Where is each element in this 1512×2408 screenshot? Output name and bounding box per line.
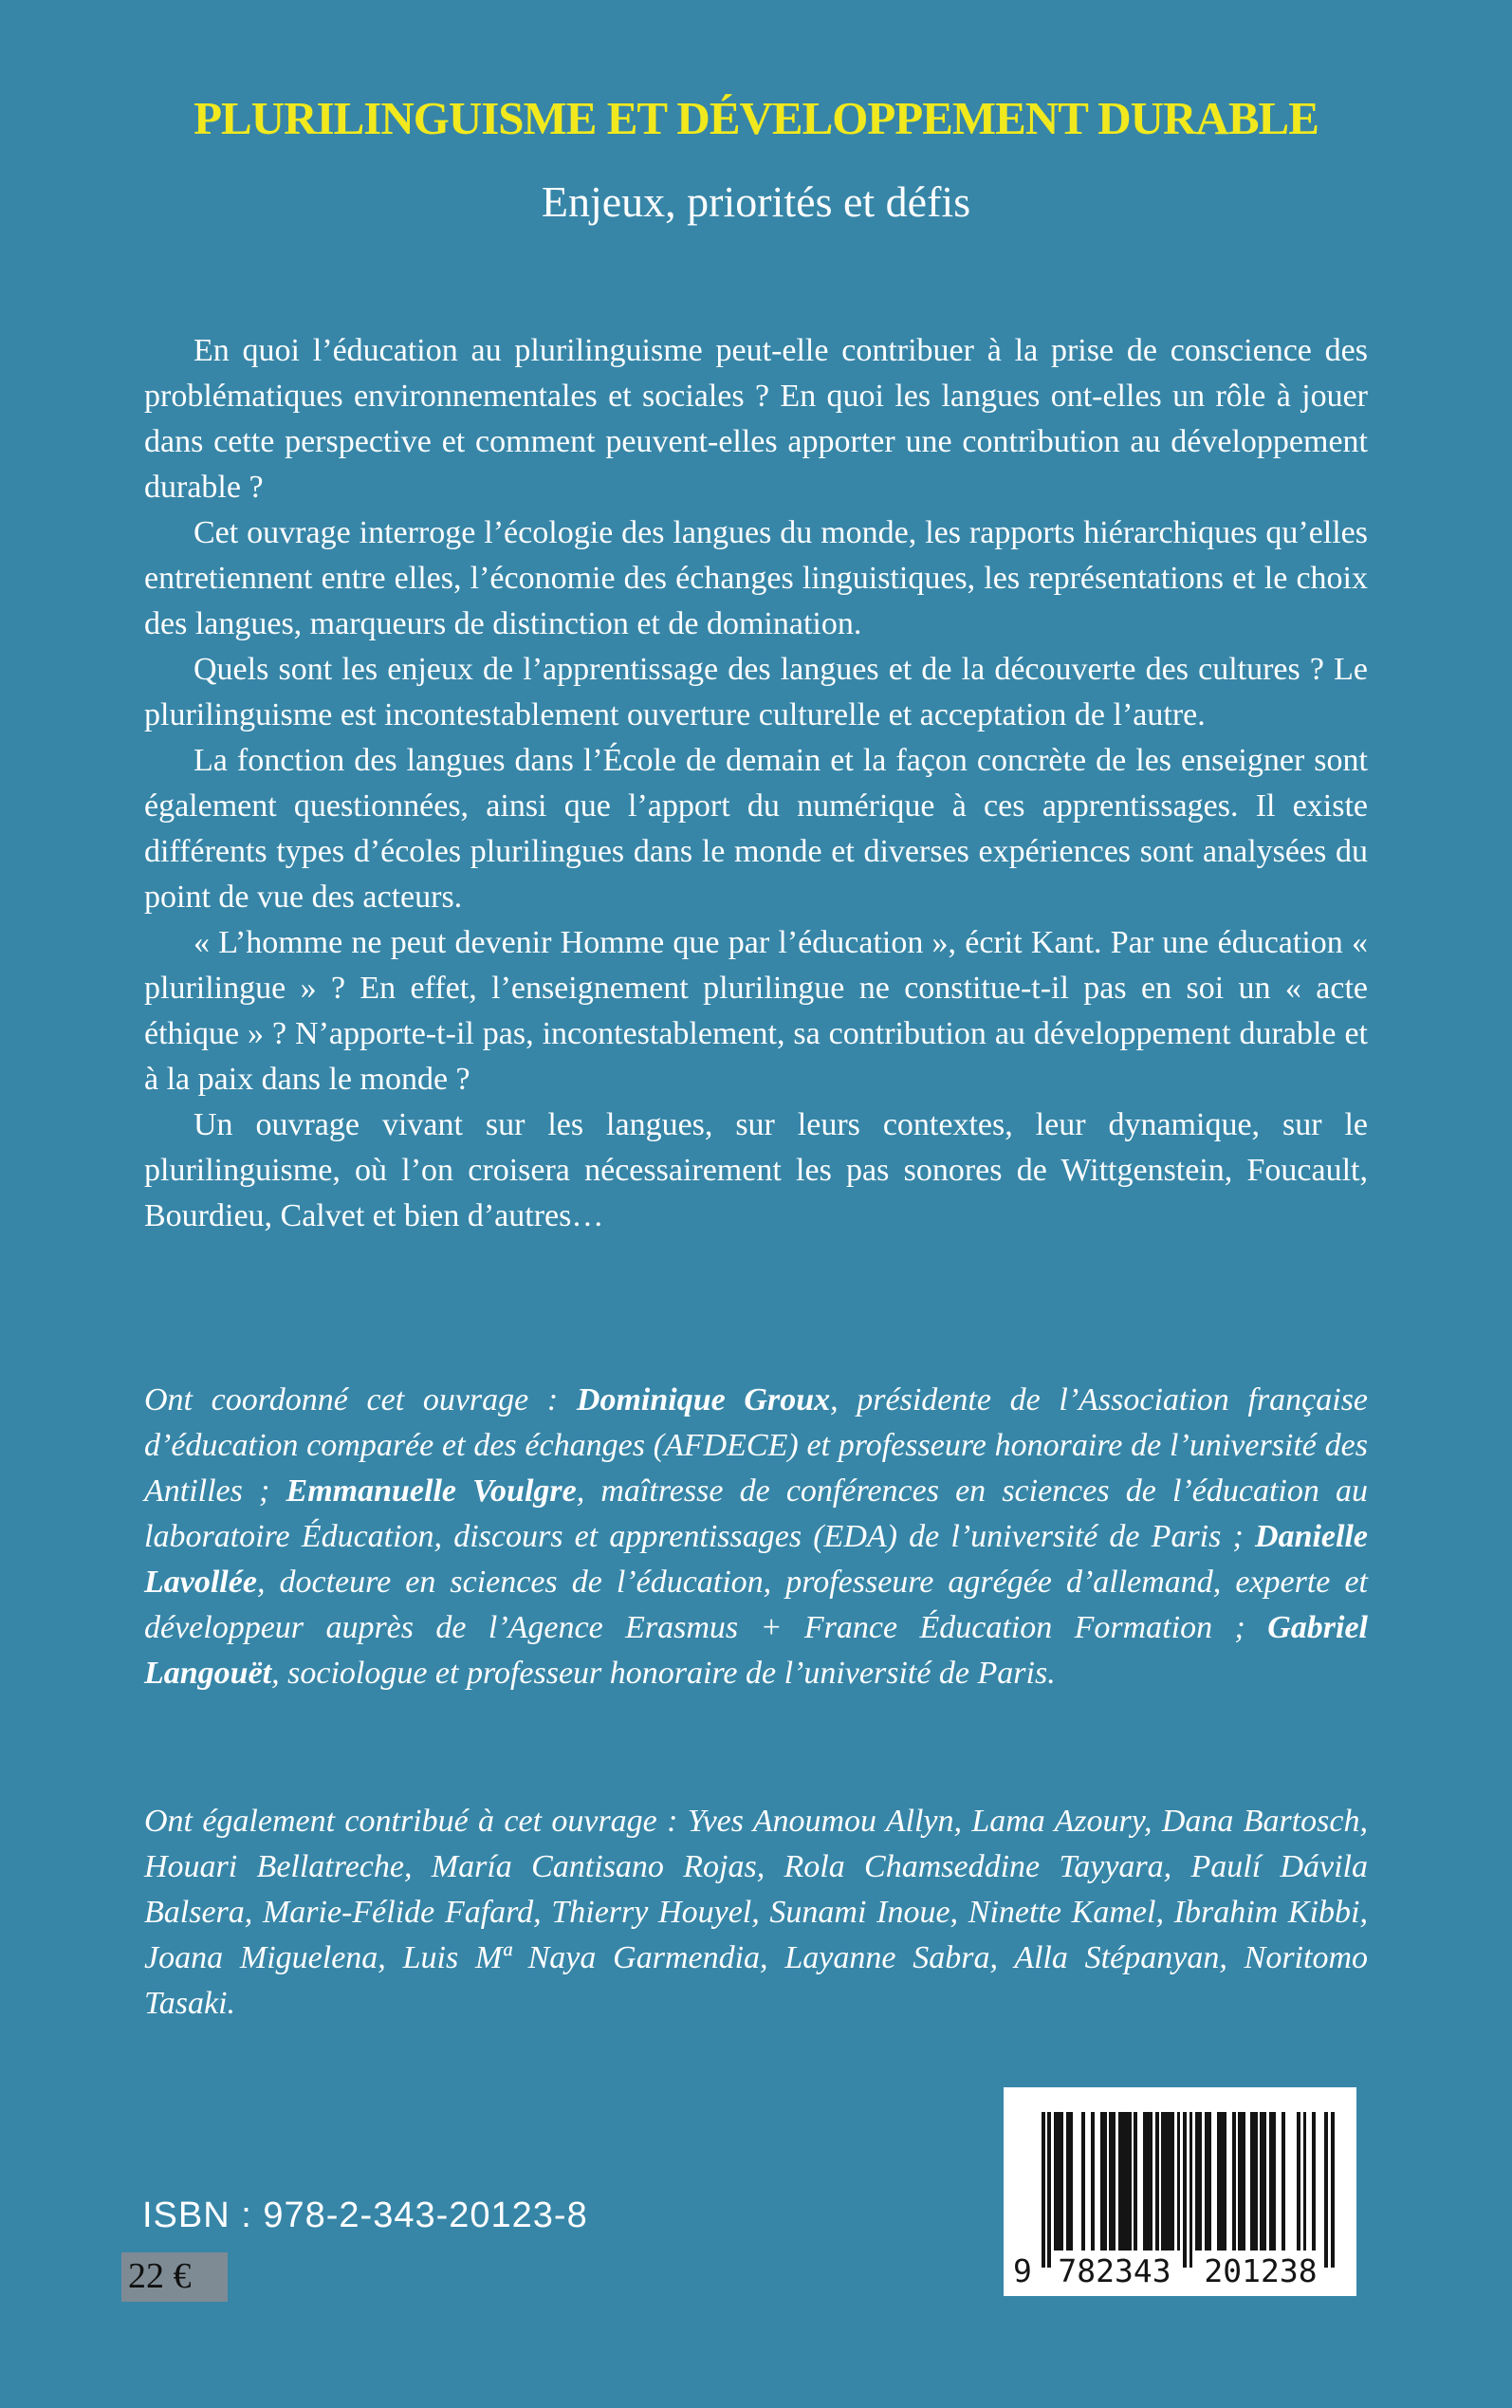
synopsis-paragraph: Cet ouvrage interroge l’écologie des langues du monde, les rapports hiérarchiques qu’elles entretiennent entre elles, l’économie des échanges linguistiques, les représentations et le choix des langues, marqueurs de distinction et de domination. bbox=[144, 515, 1368, 641]
barcode-bars bbox=[1013, 2112, 1334, 2292]
barcode-digit-group: 201238 bbox=[1204, 2252, 1318, 2289]
book-subtitle: Enjeux, priorités et défis bbox=[541, 177, 971, 226]
price-text: 22 € bbox=[128, 2256, 192, 2296]
barcode bbox=[1004, 2087, 1356, 2296]
synopsis-paragraph: « L’homme ne peut devenir Homme que par l’éducation », écrit Kant. Par une éducation « plurilingue » ? En effet, l’enseignement plurilingue ne constitue-t-il pas en soi un « acte éthique » ? N’apporte-t-il pas, incontestablement, sa contribution au développement durable et à la paix dans le monde ? bbox=[144, 925, 1368, 1097]
coordinators-section bbox=[144, 1378, 1368, 1696]
barcode-digit-group: 9 bbox=[1013, 2252, 1032, 2289]
synopsis-paragraph: La fonction des langues dans l’École de demain et la façon concrète de les enseigner sont également questionnées, ainsi que l’apport du numérique à ces apprentissages. Il existe différents types d’écoles plurilingues dans le monde et diverses expériences sont analysées du point de vue des acteurs. bbox=[144, 743, 1368, 915]
coordinators-paragraph: Ont coordonné cet ouvrage : Dominique Groux, présidente de l’Association française d’éducation comparée et des échanges (AFDECE) et professeure honoraire de l’université des Antilles ; Emmanuelle Voulgre, maîtresse de conférences en sciences de l’éducation au laboratoire Éducation, discours et apprentissages (EDA) de l’université de Paris ; Danielle Lavollée, docteure en sciences de l’éducation, professeure agrégée d’allemand, experte et développeur auprès de l’Agence Erasmus + France Éducation Formation ; Gabriel Langouët, sociologue et professeur honoraire de l’université de Paris. bbox=[144, 1382, 1369, 1691]
contributors-paragraph: Ont également contribué à cet ouvrage : Yves Anoumou Allyn, Lama Azoury, Dana Bartosch, Houari Bellatreche, María Cantisano Rojas, Rola Chamseddine Tayyara, Paulí Dávila Balsera, Marie-Félide Fafard, Thierry Houyel, Sunami Inoue, Ninette Kamel, Ibrahim Kibbi, Joana Miguelena, Luis Mª Naya Garmendia, Layanne Sabra, Alla Stépanyan, Noritomo Tasaki. bbox=[144, 1804, 1368, 2021]
price-box bbox=[121, 2252, 228, 2302]
isbn-text: ISBN : 978-2-343-20123-8 bbox=[142, 2195, 588, 2235]
synopsis-paragraph: En quoi l’éducation au plurilinguisme peut-elle contribuer à la prise de conscience des problématiques environnementales et sociales ? En quoi les langues ont-elles un rôle à jouer dans cette perspective et comment peuvent-elles apporter une contribution au développement durable ? bbox=[144, 333, 1368, 505]
synopsis bbox=[144, 328, 1368, 1239]
barcode-digit-group: 782343 bbox=[1058, 2252, 1171, 2289]
book-title: PLURILINGUISME ET DÉVELOPPEMENT DURABLE bbox=[194, 92, 1318, 144]
synopsis-paragraph: Un ouvrage vivant sur les langues, sur leurs contextes, leur dynamique, sur le plurilinguisme, où l’on croisera nécessairement les pas sonores de Wittgenstein, Foucault, Bourdieu, Calvet et bien d’autres… bbox=[144, 1107, 1368, 1233]
contributors-section bbox=[144, 1799, 1368, 2027]
synopsis-paragraph: Quels sont les enjeux de l’apprentissage des langues et de la découverte des cultures ? Le plurilinguisme est incontestablement ouverture culturelle et acceptation de l’autre. bbox=[144, 652, 1368, 732]
